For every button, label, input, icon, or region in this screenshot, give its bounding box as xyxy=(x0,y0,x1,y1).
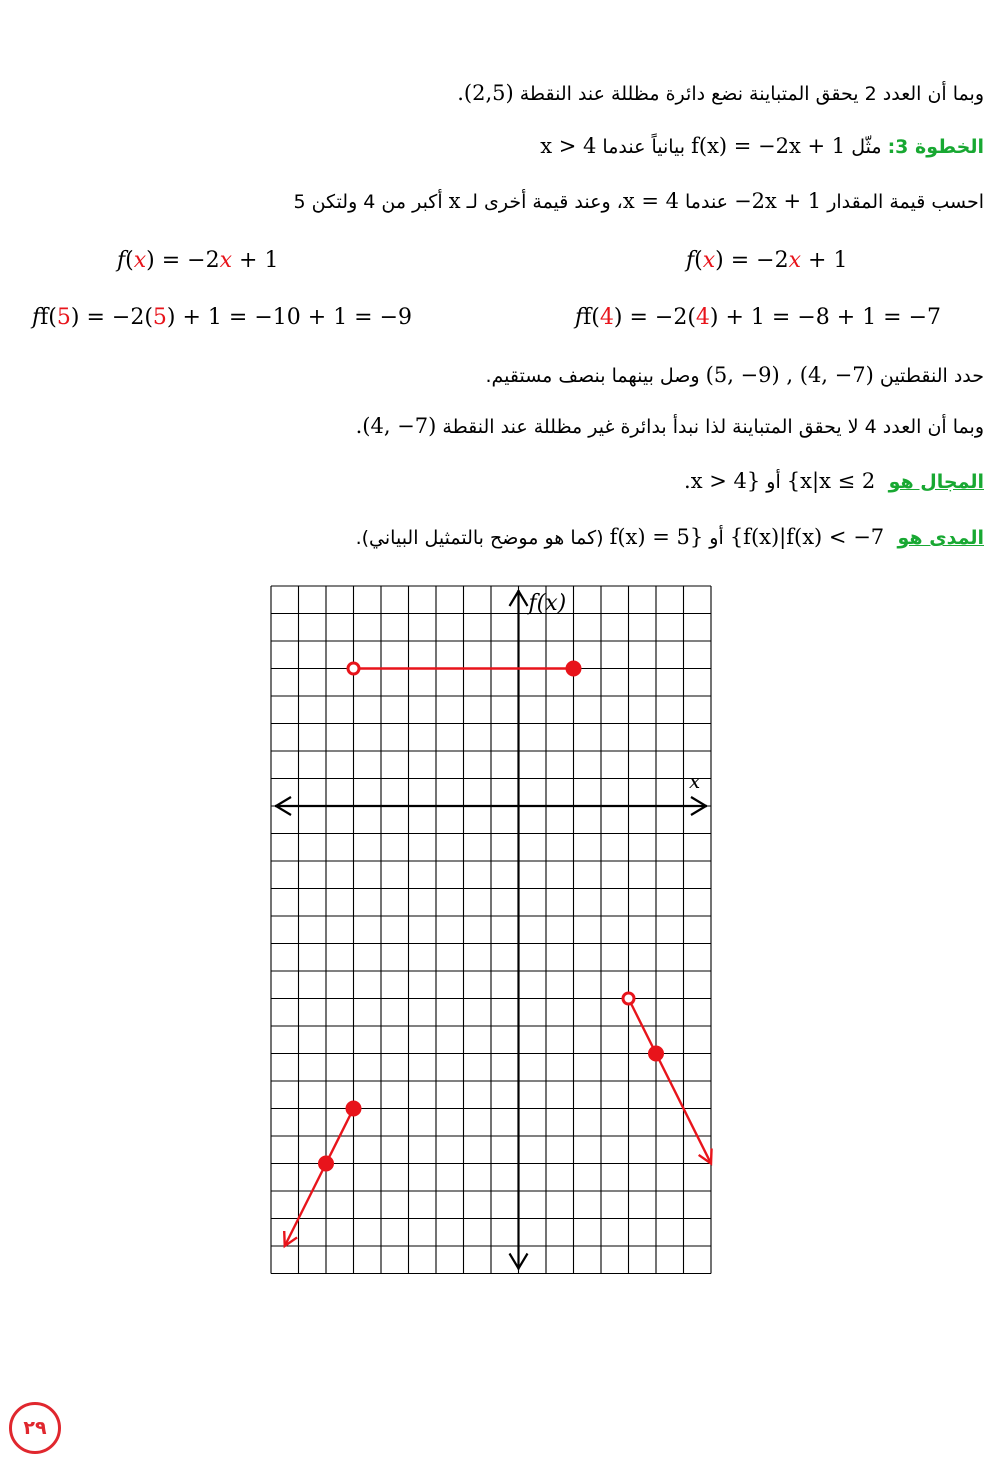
grid xyxy=(271,586,711,1274)
l4-text-c: وصل بينهما بنصف مستقيم. xyxy=(485,365,706,387)
l3-x: x xyxy=(448,189,461,213)
eval-right-mid: ) = −2( xyxy=(613,305,696,330)
l5-point: (4, −7) xyxy=(362,414,437,438)
eval-right-post: ) + 1 = −8 + 1 = −7 xyxy=(709,305,942,330)
l3-text-b: عندما xyxy=(678,191,735,213)
l2-function: f(x) = −2x + 1 xyxy=(691,134,846,158)
eval-left-arg: 5 xyxy=(56,305,71,330)
domain-or: أو xyxy=(760,471,787,493)
text-line-2 xyxy=(20,131,984,162)
text-line-3 xyxy=(20,186,984,217)
closed-point xyxy=(346,1101,361,1116)
l4-sep: , xyxy=(779,363,800,387)
closed-point xyxy=(649,1046,664,1061)
equation-def-left: f(x) = −2x + 1 xyxy=(117,248,279,273)
range-note: (كما هو موضح بالتمثيل البياني). xyxy=(355,527,610,549)
l3-text-a: احسب قيمة المقدار xyxy=(821,191,984,213)
range-or: أو xyxy=(703,527,730,549)
page-number: ٢٩ xyxy=(9,1402,61,1454)
l4-point-2: (5, −9) xyxy=(705,363,780,387)
range-part-2: f(x) = 5} xyxy=(609,525,704,549)
step-label: الخطوة 3: xyxy=(887,136,984,158)
l5-text: وبما أن العدد 4 لا يحقق المتباينة لذا نبدأ بدائرة غير مظللة عند النقطة xyxy=(436,416,984,438)
l1-end: . xyxy=(457,81,464,105)
l2-condition: x > 4 xyxy=(540,134,597,158)
eval-right-arg: 4 xyxy=(599,305,614,330)
eval-right-arg2: 4 xyxy=(695,305,710,330)
l5-end: . xyxy=(355,414,363,438)
equation-eval-right: ff(4) = −2(4) + 1 = −8 + 1 = −7 xyxy=(575,305,942,330)
plot-series xyxy=(284,661,711,1246)
text-line-5 xyxy=(20,411,984,442)
domain-part-2: x > 4} xyxy=(690,469,761,493)
l3-x-value: x = 4 xyxy=(622,189,679,213)
equation-eval-left: ff(5) = −2(5) + 1 = −10 + 1 = −9 xyxy=(32,305,413,330)
closed-point xyxy=(566,661,581,676)
eval-left-arg2: 5 xyxy=(152,305,167,330)
function-graph xyxy=(268,584,714,1366)
eval-left-mid: ) = −2( xyxy=(70,305,153,330)
range-part-1: {f(x)|f(x) < −7 xyxy=(729,525,885,549)
l4-text-a: حدد النقطتين xyxy=(873,365,984,387)
domain-label: المجال هو xyxy=(888,471,984,493)
text-line-range xyxy=(20,522,984,553)
domain-end: . xyxy=(684,469,691,493)
eval-right-pre: f( xyxy=(583,305,600,330)
l1-point: (2,5) xyxy=(463,81,514,105)
eval-left-post: ) + 1 = −10 + 1 = −9 xyxy=(166,305,413,330)
y-axis-label: f(x) xyxy=(528,591,567,616)
eval-left-pre: f( xyxy=(40,305,57,330)
series-line-1 xyxy=(285,1109,354,1247)
l4-point-1: (4, −7) xyxy=(799,363,874,387)
l1-text: وبما أن العدد 2 يحقق المتباينة نضع دائرة مظللة عند النقطة xyxy=(513,83,984,105)
domain-part-1: {x|x ≤ 2 xyxy=(786,469,876,493)
text-line-4 xyxy=(20,360,984,391)
open-point xyxy=(348,663,359,674)
range-label: المدى هو xyxy=(897,527,984,549)
l2-text-a: مثّل xyxy=(845,136,888,158)
open-point xyxy=(623,993,634,1004)
x-axis-label: x xyxy=(689,769,701,793)
text-line-1 xyxy=(20,78,984,109)
l3-expression: −2x + 1 xyxy=(734,189,822,213)
l3-text-c: ، وعند قيمة أخرى لـ xyxy=(460,191,623,213)
l2-text-b: بيانياً عندما xyxy=(596,136,692,158)
closed-point xyxy=(319,1156,334,1171)
equation-def-right: f(x) = −2x + 1 xyxy=(686,248,848,273)
l3-text-d: أكبر من 4 ولتكن 5 xyxy=(293,191,449,213)
text-line-domain xyxy=(20,466,984,497)
